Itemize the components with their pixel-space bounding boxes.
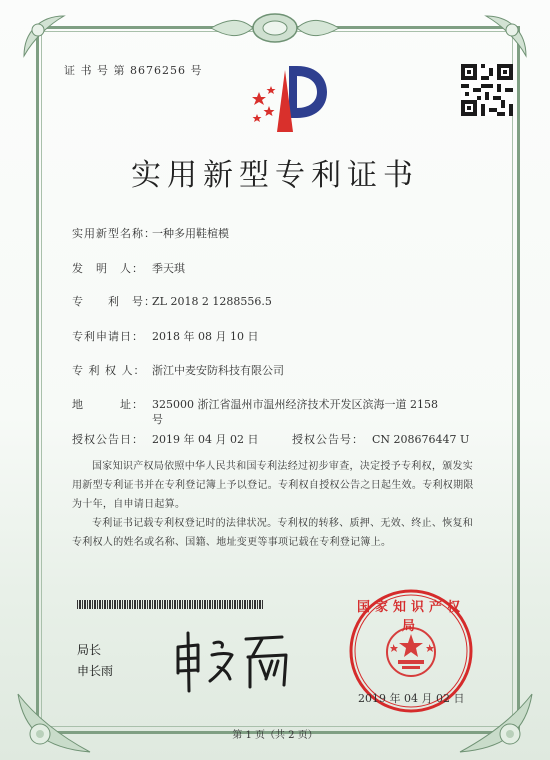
inventor-value: 季天琪 [152, 262, 185, 275]
inventor-row [72, 260, 185, 276]
director-title: 局长 [77, 643, 102, 657]
certificate-number: 证 书 号 第 8676256 号 [64, 64, 203, 77]
grant-date-label: 授权公告日： [72, 433, 144, 446]
grant-date-row [72, 431, 258, 447]
utility-model-name-value: 一种多用鞋楦模 [152, 227, 229, 240]
grant-date-value: 2019 年 04 月 02 日 [152, 433, 259, 446]
grant-number-label: 授权公告号： [292, 433, 364, 446]
utility-model-name-label: 实用新型名称： [72, 227, 156, 240]
address-row [72, 396, 438, 412]
corner-ornament-tl [20, 12, 68, 60]
application-date-label: 专利申请日： [72, 330, 144, 343]
seal-date: 2019 年 04 月 02 日 [358, 692, 465, 705]
qr-code [461, 64, 513, 116]
seal-text: 国家知识产权局 [356, 600, 465, 634]
legal-status-paragraph: 专利证书记载专利权登记时的法律状况。专利权的转移、质押、无效、终止、恢复和专利权人的姓名或名称、国籍、地址变更等事项记载在专利登记簿上。 [72, 518, 474, 548]
director-name: 申长雨 [77, 664, 114, 678]
address-label: 地 址： [72, 398, 144, 411]
corner-ornament-bl [14, 690, 94, 756]
application-date-row [72, 328, 258, 344]
patent-number-row [72, 293, 272, 309]
patent-owner-row [72, 362, 284, 378]
patent-owner-value: 浙江中麦安防科技有限公司 [152, 364, 284, 377]
corner-ornament-tr [482, 12, 530, 60]
certificate-title: 实用新型专利证书 [131, 158, 419, 193]
address-value-continuation: 号 [152, 413, 163, 426]
address-row-continuation [152, 411, 163, 427]
grant-number-value: CN 208676447 U [372, 433, 470, 446]
application-date-value: 2018 年 08 月 10 日 [152, 330, 259, 343]
top-ornament [205, 6, 345, 50]
grant-statement-paragraph: 国家知识产权局依照中华人民共和国专利法经过初步审查，决定授予专利权，颁发实用新型专利证书并在专利登记簿上予以登记。专利权自授权公告之日起生效。专利权期限为十年，自申请日起算。 [72, 461, 474, 510]
page-number: 第 1 页（共 2 页） [232, 730, 318, 741]
patent-number-value: ZL 2018 2 1288556.5 [152, 295, 272, 308]
utility-model-name-row [72, 225, 229, 241]
address-value: 325000 浙江省温州市温州经济技术开发区滨海一道 2158 [152, 398, 438, 411]
patent-number-label: 专 利 号： [72, 295, 156, 308]
director-signature [170, 625, 300, 697]
cnipa-logo [245, 62, 331, 134]
inventor-label: 发 明 人： [72, 262, 144, 275]
patent-owner-label: 专 利 权 人： [72, 364, 146, 377]
grant-number-row [292, 431, 469, 447]
barcode [77, 600, 263, 609]
